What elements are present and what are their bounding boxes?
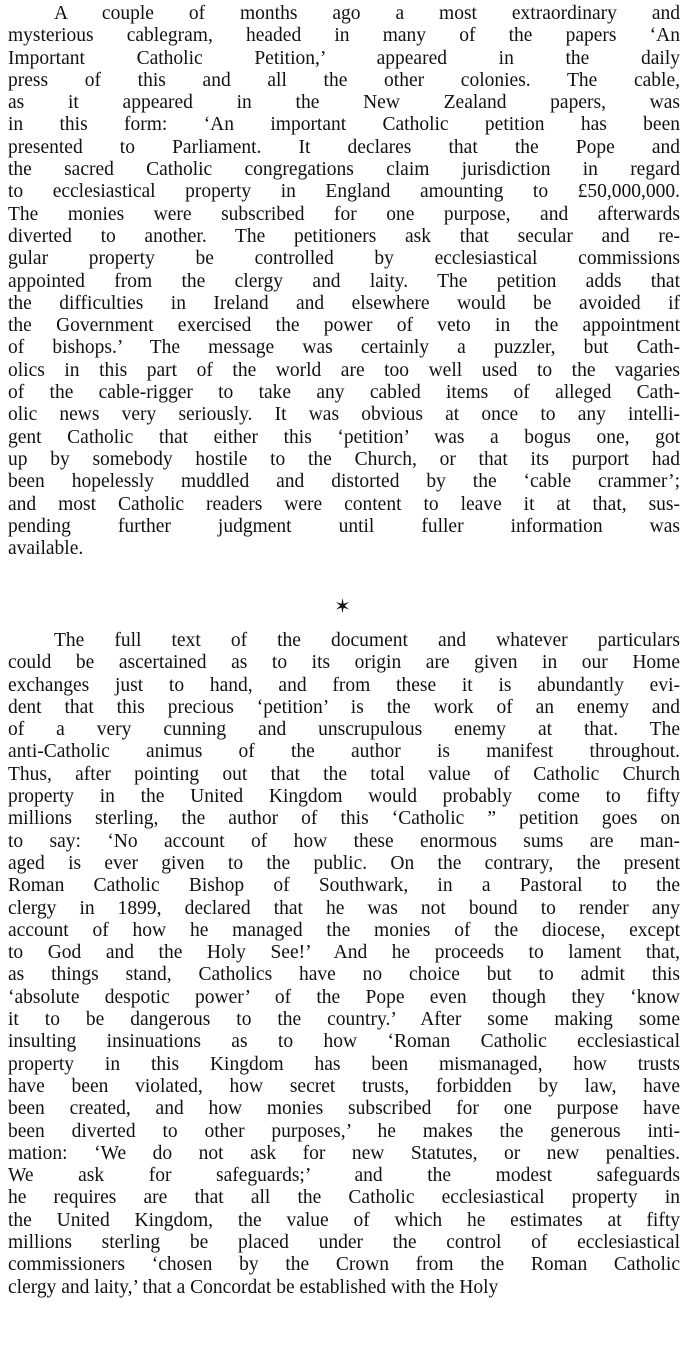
- paragraph-cablegram: [8, 3, 680, 560]
- text-line: anti-Catholic animus of the author is manifest throughout.: [8, 741, 680, 763]
- text-line: been created, and how monies subscribed for one purpose have: [8, 1098, 680, 1120]
- text-line: dent that this precious ‘petition’ is the work of an enemy and: [8, 696, 680, 718]
- text-line: been hopelessly muddled and distorted by the ‘cable crammer’;: [8, 471, 680, 493]
- text-line: Important Catholic Petition,’ appeared in the daily: [8, 47, 680, 69]
- text-line: olics in this part of the world are too well used to the vagaries: [8, 359, 680, 381]
- text-line: property in this Kingdom has been mismanaged, how trusts: [8, 1053, 680, 1075]
- text-line: the sacred Catholic congregations claim jurisdiction in regard: [8, 159, 680, 181]
- text-line: in this form: ‘An important Catholic petition has been: [8, 114, 680, 136]
- text-line: millions sterling, the author of this ‘Catholic ” petition goes on: [8, 808, 680, 830]
- text-line: been diverted to other purposes,’ he makes the generous inti-: [8, 1120, 680, 1142]
- text-line: up by somebody hostile to the Church, or that its purport had: [8, 448, 680, 470]
- text-line: millions sterling be placed under the control of ecclesiastical: [8, 1232, 680, 1254]
- text-line: to ecclesiastical property in England amounting to £50,000,000.: [8, 181, 680, 203]
- text-line: pending further judgment until fuller information was: [8, 515, 680, 537]
- text-line: aged is ever given to the public. On the contrary, the present: [8, 852, 680, 874]
- text-line: The full text of the document and whatever particulars: [54, 630, 680, 651]
- text-line: appointed from the clergy and laity. The petition adds that: [8, 270, 680, 292]
- text-line: to God and the Holy See!’ And he proceeds to lament that,: [8, 942, 680, 964]
- text-line: olic news very seriously. It was obvious at once to any intelli-: [8, 404, 680, 426]
- text-line: the United Kingdom, the value of which he estimates at fifty: [8, 1209, 680, 1231]
- text-line: diverted to another. The petitioners ask that secular and re-: [8, 225, 680, 247]
- text-line: clergy and laity,’ that a Concordat be established with the Holy: [8, 1276, 499, 1298]
- text-line: have been violated, how secret trusts, forbidden by law, have: [8, 1075, 680, 1097]
- text-line: Thus, after pointing out that the total value of Catholic Church: [8, 763, 680, 785]
- text-line: account of how he managed the monies of the diocese, except: [8, 919, 680, 941]
- text-line: We ask for safeguards;’ and the modest safeguards: [8, 1165, 680, 1187]
- text-line: gular property be controlled by ecclesiastical commissions: [8, 248, 680, 270]
- text-line: A couple of months ago a most extraordinary and: [54, 3, 680, 24]
- text-line: to say: ‘No account of how these enormous sums are man-: [8, 830, 680, 852]
- text-line: exchanges just to hand, and from these it is abundantly evi-: [8, 674, 680, 696]
- text-line: mysterious cablegram, headed in many of the papers ‘An: [8, 25, 680, 47]
- text-line: mation: ‘We do not ask for new Statutes, or new penalties.: [8, 1142, 680, 1164]
- text-line: of a very cunning and unscrupulous enemy at that. The: [8, 719, 680, 741]
- text-line: of the cable-rigger to take any cabled items of alleged Cath-: [8, 382, 680, 404]
- text-line: property in the United Kingdom would probably come to fifty: [8, 786, 680, 808]
- text-line: the Government exercised the power of veto in the appointment: [8, 315, 680, 337]
- text-line: ‘absolute despotic power’ of the Pope even though they ‘know: [8, 986, 680, 1008]
- section-divider-asterisk: ✶: [334, 594, 351, 618]
- text-line: gent Catholic that either this ‘petition’ was a bogus one, got: [8, 426, 680, 448]
- paragraph-petition-text: [8, 630, 680, 1299]
- text-line: and most Catholic readers were content to leave it at that, sus-: [8, 493, 680, 515]
- text-line: could be ascertained as to its origin are given in our Home: [8, 652, 680, 674]
- text-line: clergy in 1899, declared that he was not bound to render any: [8, 897, 680, 919]
- text-line: The monies were subscribed for one purpose, and afterwards: [8, 203, 680, 225]
- text-line: as things stand, Catholics have no choice but to admit this: [8, 964, 680, 986]
- text-line: the difficulties in Ireland and elsewhere would be avoided if: [8, 292, 680, 314]
- text-line: it to be dangerous to the country.’ After some making some: [8, 1009, 680, 1031]
- text-line: he requires are that all the Catholic ecclesiastical property in: [8, 1187, 680, 1209]
- text-line: presented to Parliament. It declares that the Pope and: [8, 136, 680, 158]
- text-line: as it appeared in the New Zealand papers, was: [8, 92, 680, 114]
- text-line: insulting insinuations as to how ‘Roman Catholic ecclesiastical: [8, 1031, 680, 1053]
- text-line: Roman Catholic Bishop of Southwark, in a Pastoral to the: [8, 875, 680, 897]
- text-line: of bishops.’ The message was certainly a puzzler, but Cath-: [8, 337, 680, 359]
- text-line: press of this and all the other colonies. The cable,: [8, 69, 680, 91]
- text-line: commissioners ‘chosen by the Crown from the Roman Catholic: [8, 1254, 680, 1276]
- text-line: available.: [8, 538, 84, 560]
